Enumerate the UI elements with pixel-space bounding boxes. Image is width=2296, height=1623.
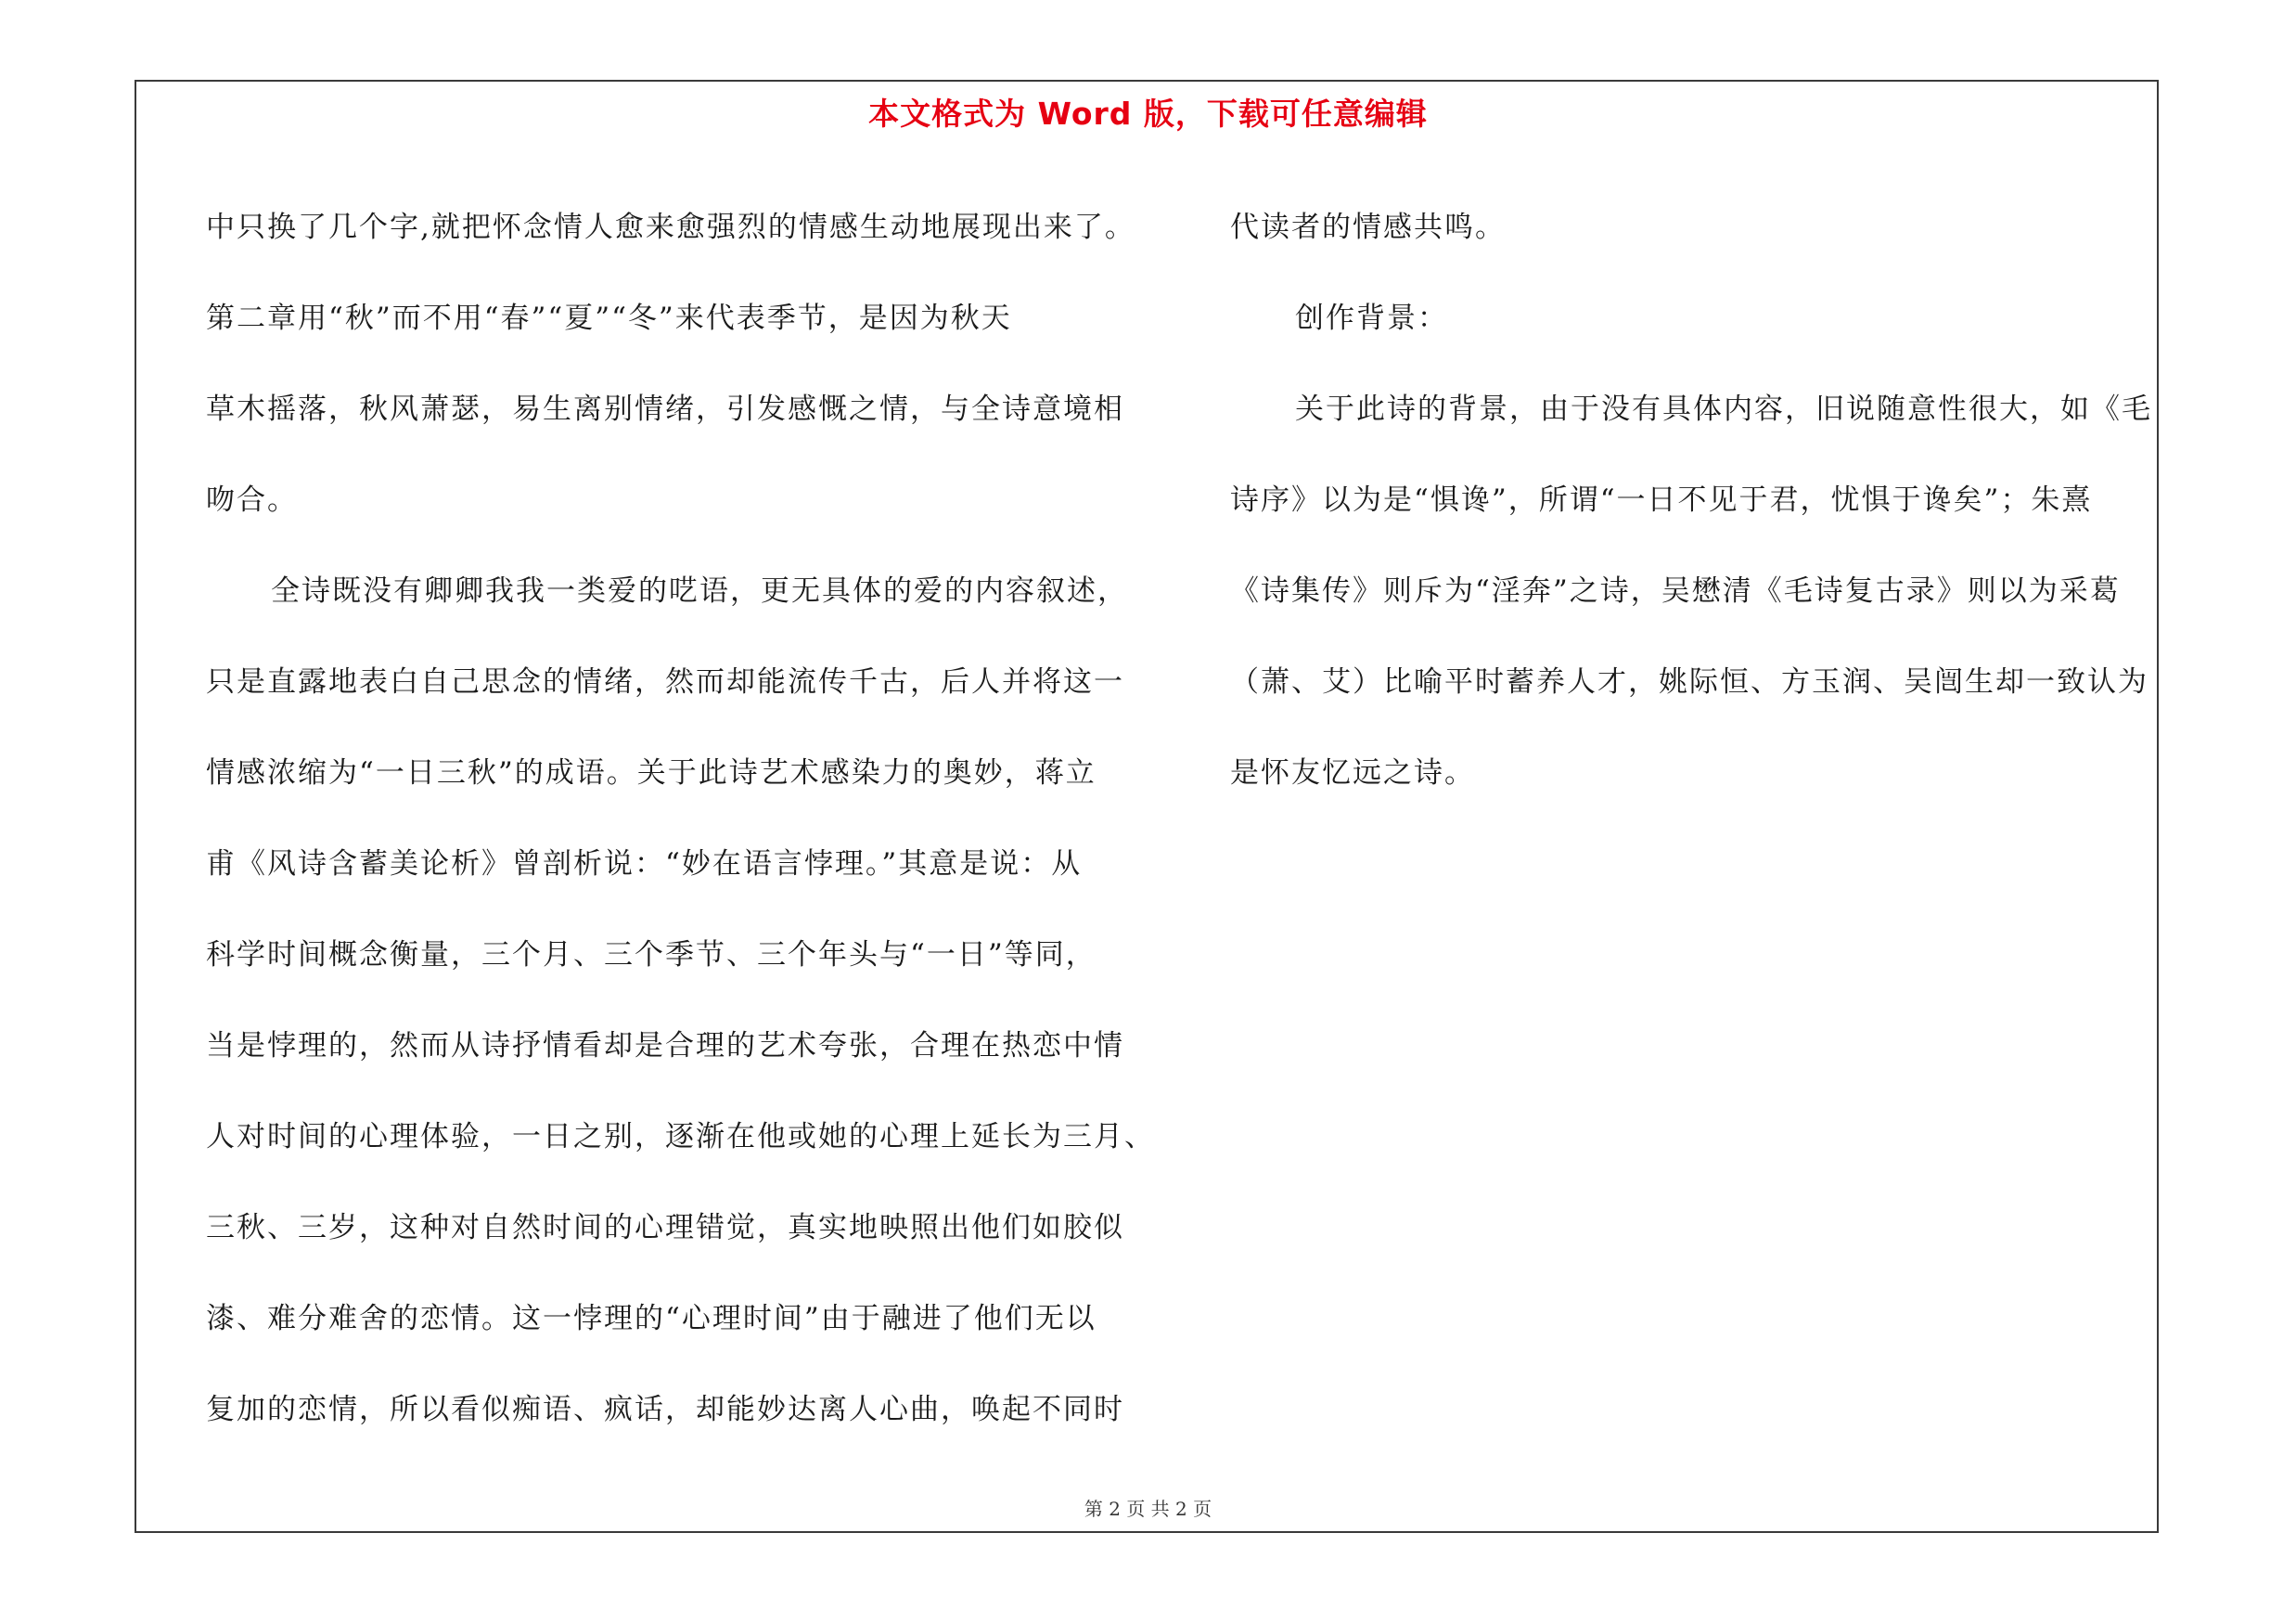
text-line: 中只换了几个字,就把怀念情人愈来愈强烈的情感生动地展现出来了。	[206, 211, 1135, 244]
format-banner: 本文格式为 Word 版，下载可任意编辑	[868, 96, 1428, 132]
right-column	[1230, 182, 2158, 818]
text-line: 只是直露地表白自己思念的情绪，然而却能流传千古，后人并将这一	[206, 665, 1124, 699]
paragraph-start-line: 全诗既没有卿卿我我一类爱的呓语，更无具体的爱的内容叙述，	[271, 574, 1128, 608]
text-line: 科学时间概念衡量，三个月、三个季节、三个年头与“一日”等同，	[206, 938, 1097, 972]
text-line: 草木摇落，秋风萧瑟，易生离别情绪，引发感慨之情，与全诗意境相	[206, 393, 1124, 426]
text-line: （萧、艾）比喻平时蓄养人才，姚际恒、方玉润、吴闿生却一致认为	[1230, 665, 2148, 699]
text-line: 三秋、三岁，这种对自然时间的心理错觉，真实地映照出他们如胶似	[206, 1211, 1124, 1244]
text-line: 第二章用“秋”而不用“春”“夏”“冬”来代表季节，是因为秋天	[206, 302, 1012, 335]
text-line: 代读者的情感共鸣。	[1230, 211, 1506, 244]
text-line: 甫《风诗含蓄美论析》曾剖析说：“妙在语言悖理。”其意是说：从	[206, 847, 1083, 881]
text-line: 吻合。	[206, 483, 298, 517]
paragraph-start-line: 关于此诗的背景，由于没有具体内容，旧说随意性很大，如《毛	[1295, 393, 2152, 426]
text-line: 人对时间的心理体验，一日之别，逐渐在他或她的心理上延长为三月、	[206, 1120, 1155, 1153]
text-line: 《诗集传》则斥为“淫奔”之诗，吴懋清《毛诗复古录》则以为采葛	[1230, 574, 2121, 608]
text-line: 情感浓缩为“一日三秋”的成语。关于此诗艺术感染力的奥妙，蒋立	[206, 756, 1097, 790]
left-column	[206, 182, 1171, 1455]
text-line: 诗序》以为是“惧谗”，所谓“一日不见于君，忧惧于谗矣”；朱熹	[1230, 483, 2093, 517]
text-line: 是怀友忆远之诗。	[1230, 756, 1475, 790]
text-line: 当是悖理的，然而从诗抒情看却是合理的艺术夸张，合理在热恋中情	[206, 1029, 1124, 1063]
page-number-footer: 第 2 页 共 2 页	[1084, 1498, 1212, 1520]
text-line: 复加的恋情，所以看似痴语、疯话，却能妙达离人心曲，唤起不同时	[206, 1393, 1124, 1426]
text-line: 漆、难分难舍的恋情。这一悖理的“心理时间”由于融进了他们无以	[206, 1302, 1097, 1335]
section-heading: 创作背景：	[1295, 302, 1448, 335]
